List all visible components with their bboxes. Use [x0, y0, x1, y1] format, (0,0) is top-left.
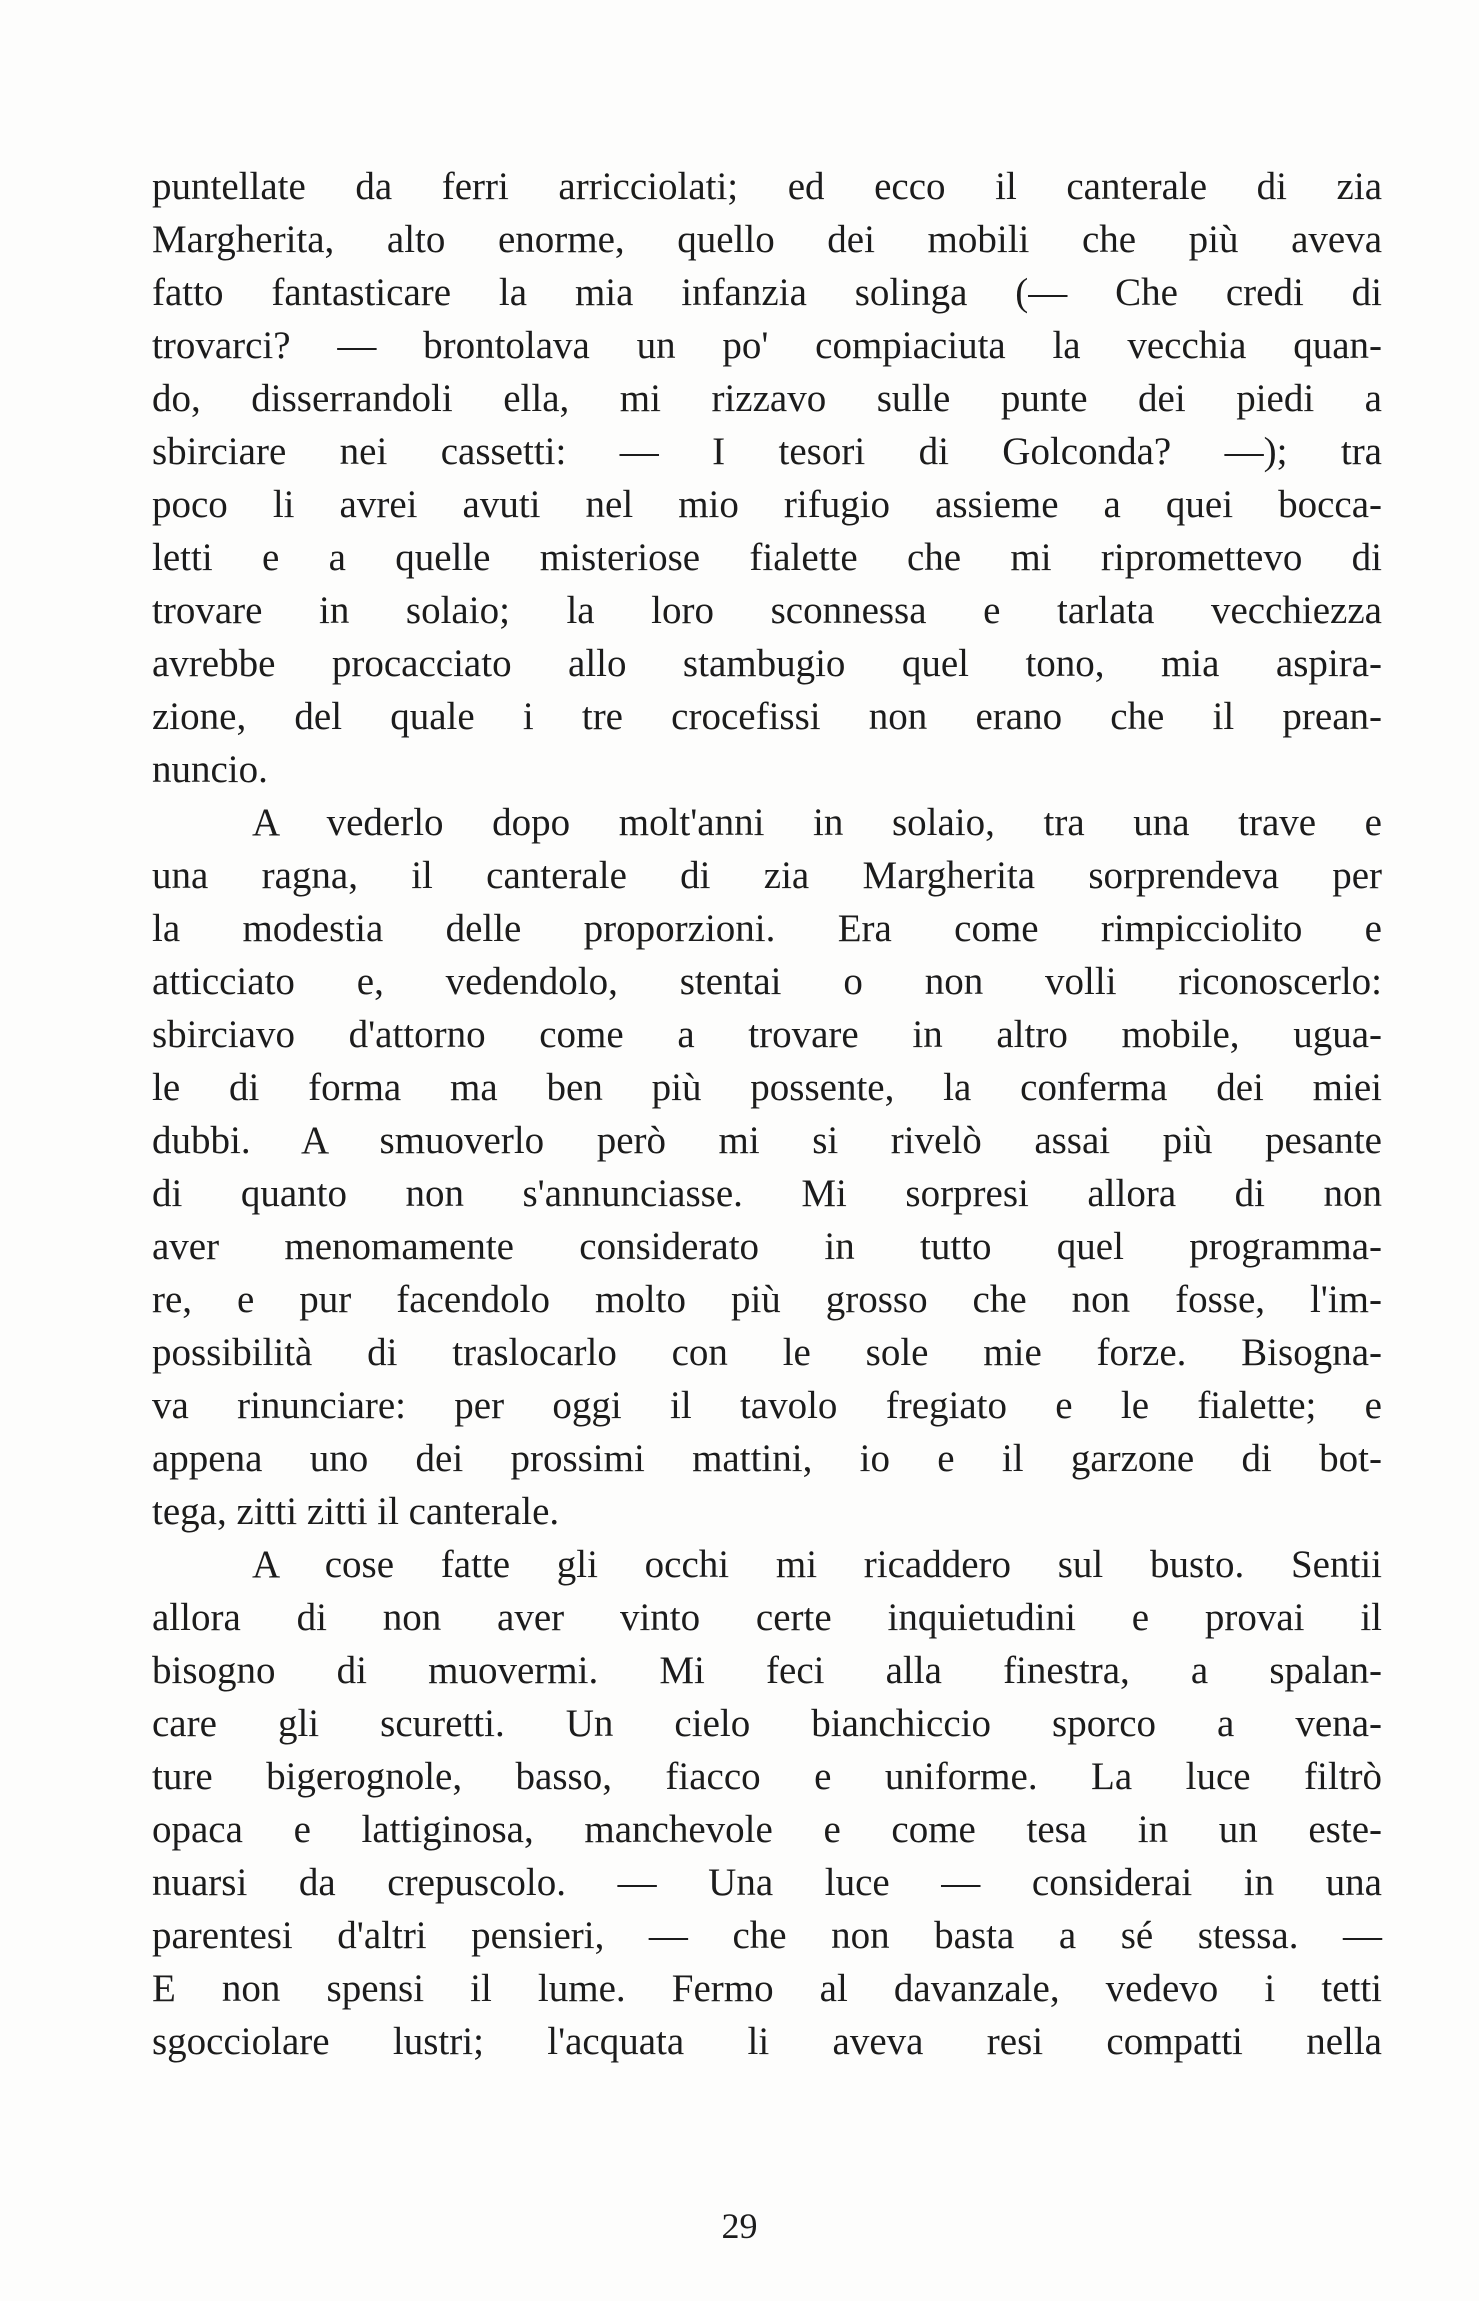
text-line: do, disserrandoli ella, mi rizzavo sulle punte dei piedi a: [152, 377, 1382, 420]
text-line: sbirciavo d'attorno come a trovare in altro mobile, ugua-: [152, 1013, 1382, 1056]
text-line: appena uno dei prossimi mattini, io e il garzone di bot-: [152, 1437, 1382, 1480]
text-line: aver menomamente considerato in tutto quel programma-: [152, 1225, 1382, 1268]
text-line: Margherita, alto enorme, quello dei mobili che più aveva: [152, 218, 1382, 261]
text-line: poco li avrei avuti nel mio rifugio assieme a quei bocca-: [152, 483, 1382, 526]
body-text: [152, 160, 1382, 2068]
text-line: care gli scuretti. Un cielo bianchiccio sporco a vena-: [152, 1702, 1382, 1745]
text-line-paragraph-start: A vederlo dopo molt'anni in solaio, tra una trave e: [252, 801, 1382, 844]
text-line: letti e a quelle misteriose fialette che mi ripromettevo di: [152, 536, 1382, 579]
text-line: dubbi. A smuoverlo però mi si rivelò assai più pesante: [152, 1119, 1382, 1162]
text-line: trovarci? — brontolava un po' compiaciuta la vecchia quan-: [152, 324, 1382, 367]
text-line: trovare in solaio; la loro sconnessa e tarlata vecchiezza: [152, 589, 1382, 632]
text-line: avrebbe procacciato allo stambugio quel tono, mia aspira-: [152, 642, 1382, 685]
text-line: sbirciare nei cassetti: — I tesori di Golconda? —); tra: [152, 430, 1382, 473]
text-line: zione, del quale i tre crocefissi non erano che il prean-: [152, 695, 1382, 738]
text-line: di quanto non s'annunciasse. Mi sorpresi allora di non: [152, 1172, 1382, 1215]
text-line-paragraph-start: A cose fatte gli occhi mi ricaddero sul busto. Sentii: [252, 1543, 1382, 1586]
text-line-paragraph-end: nuncio.: [152, 748, 268, 791]
text-line: le di forma ma ben più possente, la conferma dei miei: [152, 1066, 1382, 1109]
text-line: opaca e lattiginosa, manchevole e come tesa in un este-: [152, 1808, 1382, 1851]
text-line: bisogno di muovermi. Mi feci alla finestra, a spalan-: [152, 1649, 1382, 1692]
text-line: atticciato e, vedendolo, stentai o non volli riconoscerlo:: [152, 960, 1382, 1003]
text-line: ture bigerognole, basso, fiacco e uniforme. La luce filtrò: [152, 1755, 1382, 1798]
text-line-paragraph-end: tega, zitti zitti il canterale.: [152, 1490, 560, 1533]
page-number: 29: [721, 2206, 758, 2246]
text-line: possibilità di traslocarlo con le sole mie forze. Bisogna-: [152, 1331, 1382, 1374]
text-line: nuarsi da crepuscolo. — Una luce — considerai in una: [152, 1861, 1382, 1904]
text-line: va rinunciare: per oggi il tavolo fregiato e le fialette; e: [152, 1384, 1382, 1427]
text-line: E non spensi il lume. Fermo al davanzale, vedevo i tetti: [152, 1967, 1382, 2010]
text-line: fatto fantasticare la mia infanzia solinga (— Che credi di: [152, 271, 1382, 314]
text-line: sgocciolare lustri; l'acquata li aveva resi compatti nella: [152, 2020, 1382, 2063]
text-line: una ragna, il canterale di zia Margherita sorprendeva per: [152, 854, 1382, 897]
text-line: la modestia delle proporzioni. Era come rimpicciolito e: [152, 907, 1382, 950]
text-line: re, e pur facendolo molto più grosso che non fosse, l'im-: [152, 1278, 1382, 1321]
text-line: allora di non aver vinto certe inquietudini e provai il: [152, 1596, 1382, 1639]
text-line: puntellate da ferri arricciolati; ed ecco il canterale di zia: [152, 165, 1382, 208]
text-line: parentesi d'altri pensieri, — che non basta a sé stessa. —: [152, 1914, 1382, 1957]
